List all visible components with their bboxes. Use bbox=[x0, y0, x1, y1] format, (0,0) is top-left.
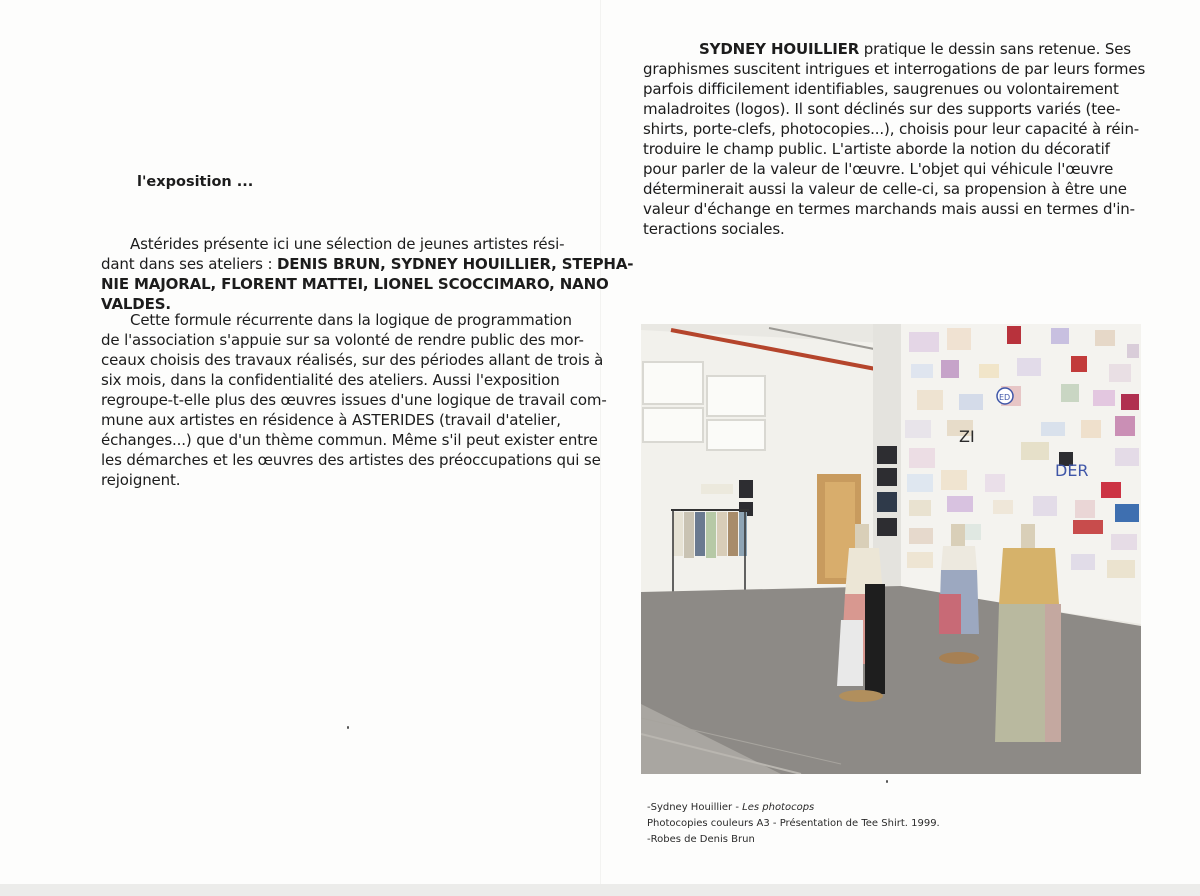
intro-line-2-text: dant dans ses ateliers : bbox=[101, 255, 277, 273]
photocopy bbox=[1115, 504, 1139, 522]
tee-shirt bbox=[695, 512, 705, 556]
mannequin-neck bbox=[1021, 524, 1035, 548]
body-line: Cette formule récurrente dans la logique de programmation bbox=[130, 311, 572, 329]
photocopy bbox=[1081, 420, 1101, 438]
body-line: mune aux artistes en résidence à ASTERIDES (travail d'atelier, bbox=[101, 411, 561, 429]
exhibition-photo-drawing bbox=[641, 324, 1141, 774]
dress bbox=[999, 548, 1059, 604]
dress bbox=[1045, 604, 1061, 742]
tee-shirt bbox=[684, 512, 694, 558]
poster bbox=[877, 518, 897, 536]
artist-names-2: NIE MAJORAL, FLORENT MATTEI, LIONEL SCOCCIMARO, NANO bbox=[101, 275, 609, 293]
photocopy bbox=[1121, 394, 1139, 410]
photocopy bbox=[909, 332, 939, 352]
photocopy bbox=[941, 360, 959, 378]
body-line: regroupe-t-elle plus des œuvres issues d'une logique de travail com- bbox=[101, 391, 607, 409]
artist-names-1: DENIS BRUN, SYDNEY HOUILLIER, STEPHA- bbox=[277, 255, 634, 273]
photocopy bbox=[911, 364, 933, 378]
scan-speck bbox=[347, 726, 349, 729]
artist-line: teractions sociales. bbox=[643, 220, 785, 238]
tee-shirt bbox=[739, 512, 747, 556]
body-line: six mois, dans la confidentialité des ateliers. Aussi l'exposition bbox=[101, 371, 560, 389]
wall-text-der: DER bbox=[1055, 461, 1089, 480]
poster bbox=[877, 468, 897, 486]
photocopy bbox=[947, 328, 971, 350]
exhibition-photo bbox=[641, 324, 1141, 774]
artist-line-1 bbox=[643, 39, 1145, 59]
photocopy bbox=[1061, 384, 1079, 402]
photocopy bbox=[1127, 344, 1139, 358]
artist-line: troduire le champ public. L'artiste aborde la notion du décoratif bbox=[643, 140, 1110, 158]
body-line: ceaux choisis des travaux réalisés, sur des périodes allant de trois à bbox=[101, 351, 604, 369]
dress bbox=[865, 584, 885, 694]
poster bbox=[877, 492, 897, 512]
poster bbox=[739, 480, 753, 498]
artist-line: pour parler de la valeur de l'œuvre. L'objet qui véhicule l'œuvre bbox=[643, 160, 1114, 178]
intro-paragraph bbox=[101, 234, 634, 314]
caption-line-3: -Robes de Denis Brun bbox=[647, 834, 755, 845]
photocopy bbox=[1041, 422, 1065, 436]
tee-shirt bbox=[728, 512, 738, 556]
poster bbox=[877, 446, 897, 464]
mannequin-neck bbox=[951, 524, 965, 546]
tee-shirt bbox=[717, 512, 727, 556]
page-bottom-edge bbox=[0, 884, 1200, 896]
window bbox=[707, 420, 765, 450]
artist-names-3: VALDES. bbox=[101, 295, 171, 313]
photocopy bbox=[1111, 534, 1137, 550]
photocopy bbox=[1073, 520, 1103, 534]
intro-line-2 bbox=[101, 254, 633, 274]
dress-check bbox=[837, 620, 863, 686]
photocopy bbox=[905, 420, 931, 438]
photocopy bbox=[941, 470, 967, 490]
photocopy bbox=[1051, 328, 1069, 344]
window bbox=[643, 362, 703, 404]
mannequin-base bbox=[839, 690, 883, 702]
mannequin-neck bbox=[855, 524, 869, 548]
photocopy bbox=[1007, 326, 1021, 344]
window bbox=[707, 376, 765, 416]
photocopy bbox=[1071, 554, 1095, 570]
photocopy bbox=[1071, 356, 1087, 372]
photocopy bbox=[1021, 442, 1049, 460]
photocopy bbox=[1033, 496, 1057, 516]
wall-text-zi: ZI bbox=[959, 427, 975, 446]
artist-line: maladroites (logos). Il sont déclinés sur des supports variés (tee- bbox=[643, 100, 1121, 118]
body-line: échanges...) que d'un thème commun. Même s'il peut exister entre bbox=[101, 431, 598, 449]
scan-speck bbox=[886, 780, 888, 783]
photocopy bbox=[1017, 358, 1041, 376]
photocopy bbox=[985, 474, 1005, 492]
photocopy bbox=[993, 500, 1013, 514]
photocopy bbox=[1101, 482, 1121, 498]
photocopy bbox=[1095, 330, 1115, 346]
caption-title: Les photocops bbox=[742, 802, 815, 813]
mannequin-base bbox=[939, 652, 979, 664]
photocopy bbox=[909, 528, 933, 544]
dress bbox=[939, 594, 961, 634]
photocopy bbox=[917, 390, 943, 410]
artist-line: shirts, porte-clefs, photocopies...), choisis pour leur capacité à réin- bbox=[643, 120, 1140, 138]
tee-shirt bbox=[673, 512, 683, 556]
artist-line: parfois difficilement identifiables, saugrenues ou volontairement bbox=[643, 80, 1119, 98]
wall-label bbox=[701, 484, 733, 494]
wall-text-ed: ED bbox=[999, 393, 1011, 402]
photocopy bbox=[1075, 500, 1095, 518]
photocopy bbox=[1115, 416, 1135, 436]
photocopy bbox=[959, 394, 983, 410]
photocopy bbox=[909, 500, 931, 516]
section-heading: l'exposition ... bbox=[137, 174, 254, 190]
body-line: les démarches et les œuvres des artistes des préoccupations qui se bbox=[101, 451, 601, 469]
photocopy bbox=[1109, 364, 1131, 382]
body-line: de l'association s'appuie sur sa volonté de rendre public des mor- bbox=[101, 331, 584, 349]
artist-paragraph bbox=[643, 39, 1145, 239]
artist-name: SYDNEY HOUILLIER bbox=[699, 40, 860, 58]
dress bbox=[941, 546, 977, 570]
caption-line-1 bbox=[647, 800, 940, 816]
artist-line-1-rest: pratique le dessin sans retenue. Ses bbox=[859, 40, 1131, 58]
photocopy bbox=[1107, 560, 1135, 578]
photocopy bbox=[979, 364, 999, 378]
photocopy bbox=[907, 474, 933, 492]
photocopy bbox=[909, 448, 935, 468]
intro-line-1: Astérides présente ici une sélection de jeunes artistes rési- bbox=[130, 235, 565, 253]
tee-shirt bbox=[706, 512, 716, 558]
artist-line: déterminerait aussi la valeur de celle-ci, sa propension à être une bbox=[643, 180, 1127, 198]
photocopy bbox=[1093, 390, 1115, 406]
body-line: rejoignent. bbox=[101, 471, 181, 489]
artist-line: valeur d'échange en termes marchands mais aussi en termes d'in- bbox=[643, 200, 1135, 218]
photocopy bbox=[907, 552, 933, 568]
caption-line-2: Photocopies couleurs A3 - Présentation de Tee Shirt. 1999. bbox=[647, 818, 940, 829]
artist-line: graphismes suscitent intrigues et interrogations de par leurs formes bbox=[643, 60, 1146, 78]
window bbox=[643, 408, 703, 442]
photocopy bbox=[1115, 448, 1139, 466]
photocopy bbox=[947, 496, 973, 512]
caption-credit: -Sydney Houillier - bbox=[647, 802, 743, 813]
photo-caption bbox=[647, 800, 940, 848]
body-paragraph bbox=[101, 310, 607, 490]
